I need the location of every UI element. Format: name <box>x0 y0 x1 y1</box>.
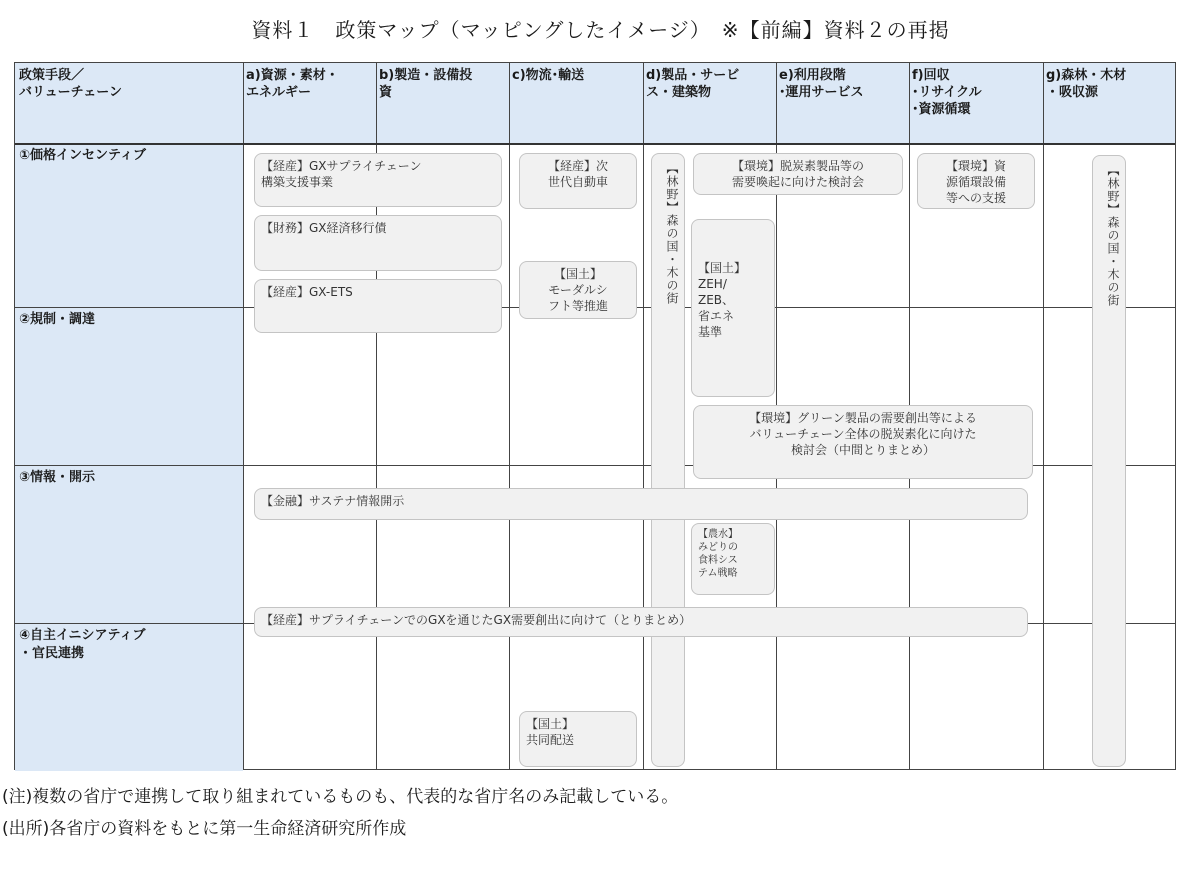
header-divider <box>15 143 1175 145</box>
page-title: 資料１ 政策マップ（マッピングしたイメージ） ※【前編】資料２の再掲 <box>251 18 950 42</box>
policy-box: 【財務】GX経済移行債 <box>254 215 502 271</box>
policy-box: 【国土】 モーダルシ フト等推進 <box>519 261 637 319</box>
policy-box: 【金融】サステナ情報開示 <box>254 488 1028 520</box>
policy-map-grid <box>14 62 1176 770</box>
column-header-recycling: f)回収 ･リサイクル ･資源循環 <box>912 68 982 117</box>
policy-box: 【林野】森の国・木の街 <box>1092 155 1126 767</box>
column-header-resources: a)資源・素材・ エネルギー <box>246 68 339 100</box>
column-header-usage: e)利用段階 ･運用サービス <box>779 68 864 100</box>
column-header-logistics: c)物流･輸送 <box>512 68 585 83</box>
footnote-note: (注)複数の省庁で連携して取り組まれているものも、代表的な省庁名のみ記載している。 <box>2 787 679 807</box>
policy-box: 【経産】次 世代自動車 <box>519 153 637 209</box>
row-header-disclosure: ③情報・開示 <box>19 470 96 485</box>
policy-box: 【林野】森の国・木の街 <box>651 153 685 767</box>
grid-vline <box>243 63 244 769</box>
policy-box: 【国土】 ZEH/ ZEB、 省エネ 基準 <box>691 219 775 397</box>
column-header-policy-means: 政策手段／ バリューチェーン <box>19 68 122 100</box>
column-header-forest: g)森林・木材 ・吸収源 <box>1046 68 1127 100</box>
grid-vline <box>643 63 644 769</box>
policy-box: 【経産】サプライチェーンでのGXを通じたGX需要創出に向けて（とりまとめ） <box>254 607 1028 637</box>
header-band <box>15 63 1175 143</box>
row-header-regulation: ②規制・調達 <box>19 312 96 327</box>
policy-box: 【環境】脱炭素製品等の 需要喚起に向けた検討会 <box>693 153 903 195</box>
policy-box: 【農水】 みどりの 食料シス テム戦略 <box>691 523 775 595</box>
column-header-manufacturing: b)製造・設備投 資 <box>379 68 473 100</box>
policy-box: 【経産】GXサプライチェーン 構築支援事業 <box>254 153 502 207</box>
policy-box: 【環境】グリーン製品の需要創出等による バリューチェーン全体の脱炭素化に向けた 検討会（中間とりまとめ） <box>693 405 1033 479</box>
footnote-source: (出所)各省庁の資料をもとに第一生命経済研究所作成 <box>2 819 407 839</box>
policy-box: 【環境】資 源循環設備 等への支援 <box>917 153 1035 209</box>
policy-box: 【経産】GX-ETS <box>254 279 502 333</box>
row-header-voluntary: ④自主イニシアティブ ・官民連携 <box>19 628 146 661</box>
grid-vline <box>509 63 510 769</box>
policy-box: 【国土】 共同配送 <box>519 711 637 767</box>
row-header-price: ①価格インセンティブ <box>19 148 146 163</box>
column-header-products: d)製品・サービ ス・建築物 <box>646 68 740 100</box>
grid-vline <box>1043 63 1044 769</box>
row-header-band <box>15 143 243 771</box>
